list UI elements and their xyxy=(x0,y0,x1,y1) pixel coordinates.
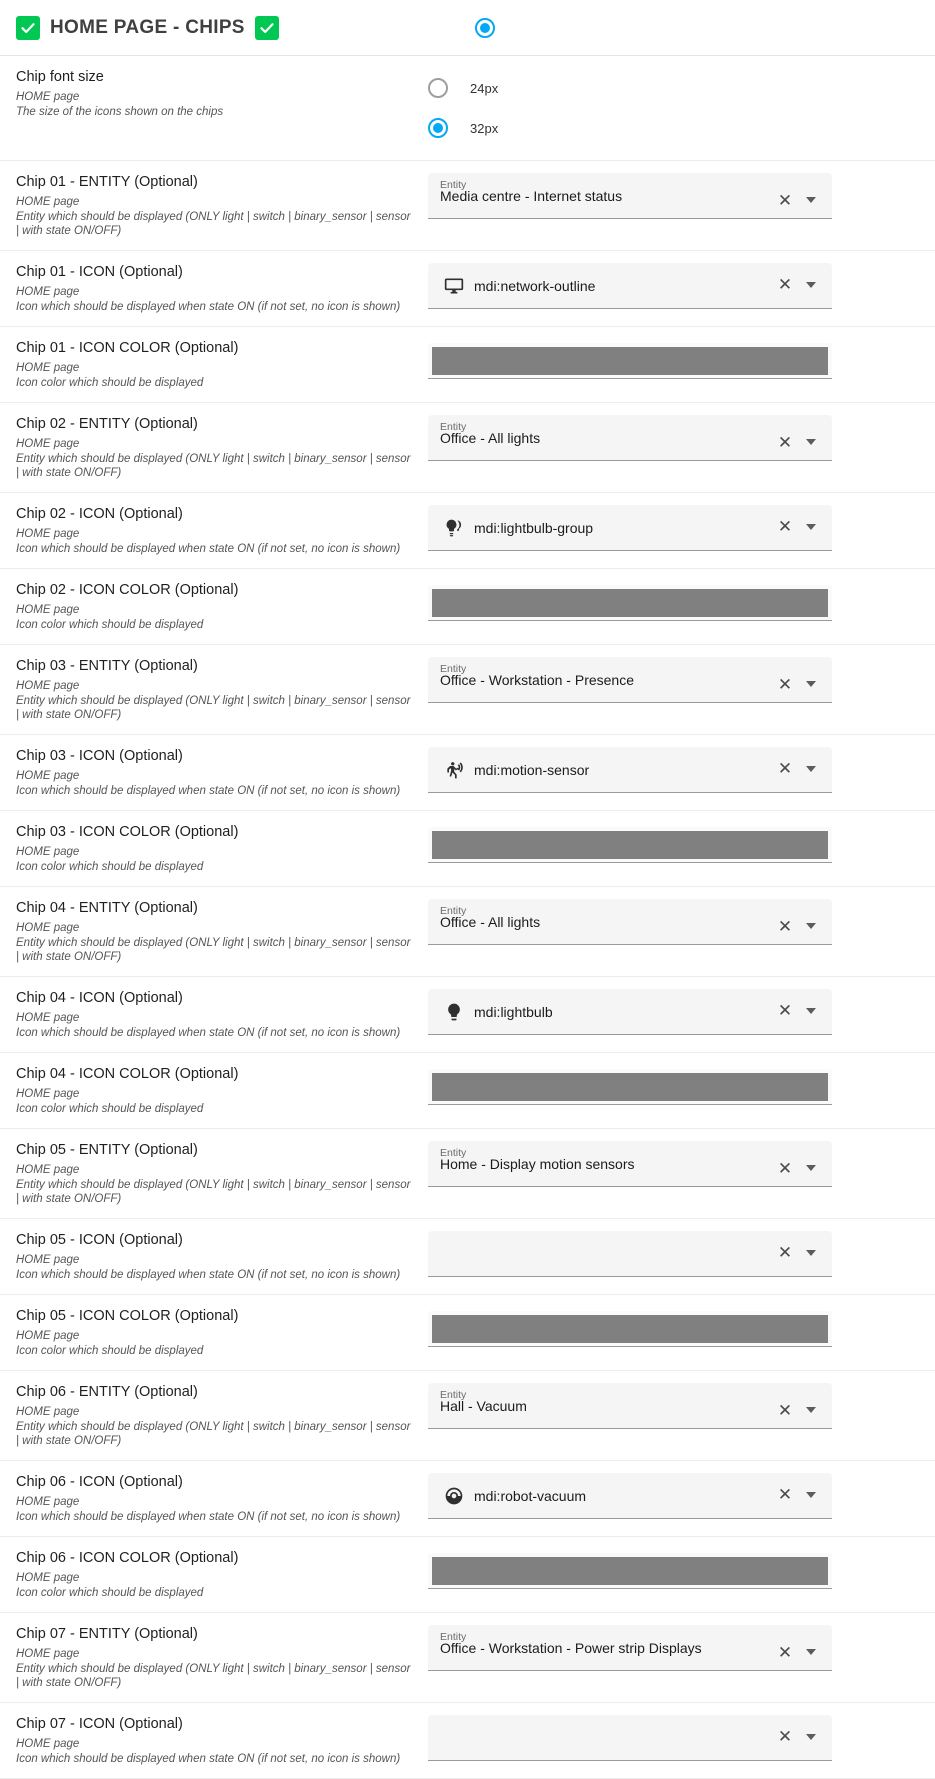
chevron-down-icon[interactable] xyxy=(798,1155,824,1181)
row-title: Chip 02 - ENTITY (Optional) xyxy=(16,416,198,432)
close-icon[interactable]: ✕ xyxy=(777,1727,793,1746)
row-page: HOME page xyxy=(16,603,935,617)
row-subtitle: Entity which should be displayed (ONLY light | switch | binary_sensor | sensor | with state ON/OFF) xyxy=(16,211,411,237)
row-subtitle: Icon color which should be displayed xyxy=(16,377,204,389)
row-chip-05-icon-optional xyxy=(0,1219,935,1295)
icon-picker-field[interactable] xyxy=(428,1231,832,1277)
close-icon[interactable]: ✕ xyxy=(777,759,793,778)
close-icon[interactable]: ✕ xyxy=(777,1485,793,1504)
row-description xyxy=(16,899,428,964)
entity-field-label: Entity xyxy=(440,421,467,433)
row-title: Chip 06 - ICON COLOR (Optional) xyxy=(16,1550,239,1566)
color-picker-field[interactable] xyxy=(428,1069,832,1105)
row-subtitle: Icon which should be displayed when state ON (if not set, no icon is shown) xyxy=(16,1027,401,1039)
chevron-down-icon[interactable] xyxy=(798,913,824,939)
chevron-down-icon[interactable] xyxy=(798,272,824,298)
motion-sensor-icon xyxy=(440,760,468,780)
field-actions xyxy=(772,272,824,300)
close-icon[interactable]: ✕ xyxy=(777,1400,793,1420)
field-actions xyxy=(772,1639,824,1667)
font-size-option-24px[interactable] xyxy=(428,68,919,108)
row-control xyxy=(428,1473,919,1519)
row-subtitle: Icon color which should be displayed xyxy=(16,861,204,873)
row-subtitle: Icon which should be displayed when state ON (if not set, no icon is shown) xyxy=(16,1511,401,1523)
row-subtitle: Icon which should be displayed when state ON (if not set, no icon is shown) xyxy=(16,301,401,313)
radio-32px[interactable] xyxy=(428,118,448,138)
page-title: HOME PAGE - CHIPS xyxy=(50,16,245,38)
row-page: HOME page xyxy=(16,769,935,783)
row-page: HOME page xyxy=(16,921,935,935)
caret-shape xyxy=(806,766,816,772)
row-subtitle: Entity which should be displayed (ONLY light | switch | binary_sensor | sensor | with state ON/OFF) xyxy=(16,1179,411,1205)
entity-picker-field[interactable] xyxy=(428,899,832,945)
row-control xyxy=(428,1715,919,1761)
close-icon[interactable]: ✕ xyxy=(777,1243,793,1262)
row-page: HOME page xyxy=(16,437,935,451)
close-icon[interactable]: ✕ xyxy=(777,275,793,294)
field-actions xyxy=(772,1155,824,1183)
row-title: Chip 05 - ICON COLOR (Optional) xyxy=(16,1308,239,1324)
caret-shape xyxy=(806,282,816,288)
radio-24px[interactable] xyxy=(428,78,448,98)
color-picker-field[interactable] xyxy=(428,1311,832,1347)
row-control xyxy=(428,505,919,551)
header-checkbox-right[interactable] xyxy=(255,16,279,40)
chevron-down-icon[interactable] xyxy=(798,1482,824,1508)
header-radio[interactable] xyxy=(475,18,495,38)
row-title: Chip 03 - ICON COLOR (Optional) xyxy=(16,824,239,840)
row-description xyxy=(16,1549,428,1600)
caret-shape xyxy=(806,1250,816,1256)
row-page: HOME page xyxy=(16,1737,935,1751)
icon-picker-field[interactable] xyxy=(428,989,832,1035)
row-title: Chip 01 - ICON (Optional) xyxy=(16,264,183,280)
row-description xyxy=(16,1383,428,1448)
color-swatch[interactable] xyxy=(432,831,828,859)
entity-field-value[interactable]: Home - Display motion sensors xyxy=(440,1156,635,1172)
color-swatch[interactable] xyxy=(432,589,828,617)
row-page: HOME page xyxy=(16,845,935,859)
chevron-down-icon[interactable] xyxy=(798,1397,824,1423)
row-description xyxy=(16,505,428,556)
row-title: Chip 06 - ICON (Optional) xyxy=(16,1474,183,1490)
caret-shape xyxy=(806,439,816,445)
row-subtitle: Entity which should be displayed (ONLY light | switch | binary_sensor | sensor | with state ON/OFF) xyxy=(16,937,411,963)
entity-field-label: Entity xyxy=(440,1389,467,1401)
field-actions xyxy=(772,1240,824,1268)
row-chip-01-icon-optional xyxy=(0,251,935,327)
row-subtitle: Entity which should be displayed (ONLY light | switch | binary_sensor | sensor | with state ON/OFF) xyxy=(16,1663,411,1689)
entity-picker-field[interactable] xyxy=(428,415,832,461)
row-subtitle: Entity which should be displayed (ONLY light | switch | binary_sensor | sensor | with state ON/OFF) xyxy=(16,1421,411,1447)
caret-shape xyxy=(806,1407,816,1413)
row-description xyxy=(16,1715,428,1766)
field-actions xyxy=(772,998,824,1026)
icon-picker-field[interactable] xyxy=(428,1715,832,1761)
entity-picker-field[interactable] xyxy=(428,1383,832,1429)
entity-picker-field[interactable] xyxy=(428,657,832,703)
icon-picker-field[interactable] xyxy=(428,1473,832,1519)
icon-field-value[interactable]: mdi:robot-vacuum xyxy=(474,1487,587,1504)
row-subtitle: Icon which should be displayed when state ON (if not set, no icon is shown) xyxy=(16,1753,401,1765)
row-subtitle: Icon which should be displayed when state ON (if not set, no icon is shown) xyxy=(16,785,401,797)
row-control xyxy=(428,1065,919,1109)
entity-field-value[interactable]: Office - Workstation - Power strip Displays xyxy=(440,1640,702,1656)
row-subtitle: Icon color which should be displayed xyxy=(16,1345,204,1357)
row-control xyxy=(428,823,919,867)
row-subtitle: Icon color which should be displayed xyxy=(16,619,204,631)
row-chip-05-entity-optional xyxy=(0,1129,935,1219)
color-swatch[interactable] xyxy=(432,1315,828,1343)
row-subtitle: Icon which should be displayed when state ON (if not set, no icon is shown) xyxy=(16,1269,401,1281)
field-actions xyxy=(772,756,824,784)
row-chip-04-entity-optional xyxy=(0,887,935,977)
row-title: Chip 05 - ICON (Optional) xyxy=(16,1232,183,1248)
row-chip-06-icon-optional xyxy=(0,1461,935,1537)
row-control xyxy=(428,899,919,945)
row-page: HOME page xyxy=(16,1571,935,1585)
row-description xyxy=(16,173,428,238)
row-chip-02-icon-color-optional xyxy=(0,569,935,645)
font-size-option-32px[interactable] xyxy=(428,108,919,148)
row-description xyxy=(16,1065,428,1116)
row-title: Chip font size xyxy=(16,69,104,85)
row-page: HOME page xyxy=(16,1163,935,1177)
row-description xyxy=(16,1307,428,1358)
caret-shape xyxy=(806,1492,816,1498)
row-page: HOME page xyxy=(16,195,935,209)
field-actions xyxy=(772,514,824,542)
row-description xyxy=(16,415,428,480)
chevron-down-icon[interactable] xyxy=(798,998,824,1024)
entity-picker-field[interactable] xyxy=(428,1625,832,1671)
caret-shape xyxy=(806,1734,816,1740)
entity-field-value[interactable]: Hall - Vacuum xyxy=(440,1398,527,1414)
header-radio-wrap xyxy=(475,18,495,38)
entity-picker-field[interactable] xyxy=(428,1141,832,1187)
entity-field-value[interactable]: Office - All lights xyxy=(440,430,541,446)
row-page: HOME page xyxy=(16,90,935,104)
row-title: Chip 04 - ICON (Optional) xyxy=(16,990,183,1006)
row-title: Chip 07 - ENTITY (Optional) xyxy=(16,1626,198,1642)
font-size-radio-group xyxy=(428,68,919,148)
row-page: HOME page xyxy=(16,1647,935,1661)
color-picker-field[interactable] xyxy=(428,827,832,863)
caret-shape xyxy=(806,681,816,687)
row-control xyxy=(428,1141,919,1187)
row-description xyxy=(16,747,428,798)
row-chip-01-entity-optional xyxy=(0,161,935,251)
icon-picker-field[interactable] xyxy=(428,747,832,793)
color-swatch[interactable] xyxy=(432,1557,828,1585)
entity-field-label: Entity xyxy=(440,663,467,675)
icon-field-value[interactable]: mdi:motion-sensor xyxy=(474,761,590,778)
row-control xyxy=(428,581,919,625)
field-actions xyxy=(772,187,824,215)
close-icon[interactable]: ✕ xyxy=(777,190,793,210)
entity-picker-field[interactable] xyxy=(428,173,832,219)
row-subtitle: Icon color which should be displayed xyxy=(16,1103,204,1115)
row-description xyxy=(16,581,428,632)
close-icon[interactable]: ✕ xyxy=(777,674,793,694)
entity-field-label: Entity xyxy=(440,179,467,191)
row-control xyxy=(428,415,919,461)
row-page: HOME page xyxy=(16,1011,935,1025)
icon-field-value[interactable]: mdi:lightbulb xyxy=(474,1003,553,1020)
row-title: Chip 02 - ICON (Optional) xyxy=(16,506,183,522)
icon-picker-field[interactable] xyxy=(428,505,832,551)
row-page: HOME page xyxy=(16,361,935,375)
row-subtitle: Icon color which should be displayed xyxy=(16,1587,204,1599)
row-title: Chip 05 - ENTITY (Optional) xyxy=(16,1142,198,1158)
close-icon[interactable]: ✕ xyxy=(777,432,793,452)
chevron-down-icon[interactable] xyxy=(798,187,824,213)
color-picker-field[interactable] xyxy=(428,1553,832,1589)
row-title: Chip 04 - ENTITY (Optional) xyxy=(16,900,198,916)
row-chip-06-entity-optional xyxy=(0,1371,935,1461)
row-title: Chip 06 - ENTITY (Optional) xyxy=(16,1384,198,1400)
row-chip-04-icon-color-optional xyxy=(0,1053,935,1129)
icon-field-value[interactable]: mdi:lightbulb-group xyxy=(474,519,594,536)
row-title: Chip 03 - ENTITY (Optional) xyxy=(16,658,198,674)
row-title: Chip 01 - ENTITY (Optional) xyxy=(16,174,198,190)
entity-field-label: Entity xyxy=(440,1631,467,1643)
caret-shape xyxy=(806,197,816,203)
row-title: Chip 03 - ICON (Optional) xyxy=(16,748,183,764)
row-title: Chip 01 - ICON COLOR (Optional) xyxy=(16,340,239,356)
close-icon[interactable]: ✕ xyxy=(777,517,793,536)
row-page: HOME page xyxy=(16,527,935,541)
entity-field-value[interactable]: Office - Workstation - Presence xyxy=(440,672,634,688)
color-picker-field[interactable] xyxy=(428,343,832,379)
icon-field-value[interactable]: mdi:network-outline xyxy=(474,277,596,294)
header-checkbox-left[interactable] xyxy=(16,16,40,40)
row-control xyxy=(428,657,919,703)
row-control xyxy=(428,173,919,219)
row-chip-05-icon-color-optional xyxy=(0,1295,935,1371)
icon-picker-field[interactable] xyxy=(428,263,832,309)
row-page: HOME page xyxy=(16,1405,935,1419)
close-icon[interactable]: ✕ xyxy=(777,916,793,936)
row-page: HOME page xyxy=(16,1329,935,1343)
row-chip-04-icon-optional xyxy=(0,977,935,1053)
close-icon[interactable]: ✕ xyxy=(777,1158,793,1178)
caret-shape xyxy=(806,923,816,929)
row-chip-03-icon-color-optional xyxy=(0,811,935,887)
row-control xyxy=(428,1625,919,1671)
row-description xyxy=(16,68,428,119)
chevron-down-icon[interactable] xyxy=(798,756,824,782)
row-description xyxy=(16,657,428,722)
row-title: Chip 04 - ICON COLOR (Optional) xyxy=(16,1066,239,1082)
row-chip-06-icon-color-optional xyxy=(0,1537,935,1613)
settings-rows xyxy=(0,161,935,1779)
chevron-down-icon[interactable] xyxy=(798,1240,824,1266)
field-actions xyxy=(772,429,824,457)
color-swatch[interactable] xyxy=(432,347,828,375)
row-description xyxy=(16,339,428,390)
caret-shape xyxy=(806,1649,816,1655)
row-description xyxy=(16,263,428,314)
color-swatch[interactable] xyxy=(432,1073,828,1101)
color-picker-field[interactable] xyxy=(428,585,832,621)
row-control xyxy=(428,1307,919,1351)
row-control xyxy=(428,1231,919,1277)
section-header xyxy=(0,0,935,56)
robot-vacuum-icon xyxy=(440,1486,468,1506)
field-actions xyxy=(772,1397,824,1425)
field-actions xyxy=(772,1482,824,1510)
row-chip-07-icon-optional xyxy=(0,1703,935,1779)
row-chip-font-size xyxy=(0,56,935,161)
radio-32px-label: 32px xyxy=(470,120,499,136)
chevron-down-icon[interactable] xyxy=(798,429,824,455)
row-page: HOME page xyxy=(16,1253,935,1267)
close-icon[interactable]: ✕ xyxy=(777,1642,793,1662)
field-actions xyxy=(772,913,824,941)
row-chip-02-icon-optional xyxy=(0,493,935,569)
close-icon[interactable]: ✕ xyxy=(777,1001,793,1020)
entity-field-value[interactable]: Office - All lights xyxy=(440,914,541,930)
row-control xyxy=(428,747,919,793)
row-description xyxy=(16,1231,428,1282)
row-page: HOME page xyxy=(16,1087,935,1101)
row-chip-01-icon-color-optional xyxy=(0,327,935,403)
row-description xyxy=(16,1473,428,1524)
row-control xyxy=(428,989,919,1035)
row-page: HOME page xyxy=(16,285,935,299)
row-chip-03-icon-optional xyxy=(0,735,935,811)
field-actions xyxy=(772,671,824,699)
entity-field-value[interactable]: Media centre - Internet status xyxy=(440,188,623,204)
row-title: Chip 02 - ICON COLOR (Optional) xyxy=(16,582,239,598)
row-subtitle: Entity which should be displayed (ONLY light | switch | binary_sensor | sensor | with state ON/OFF) xyxy=(16,695,411,721)
row-description xyxy=(16,823,428,874)
caret-shape xyxy=(806,1165,816,1171)
row-chip-07-entity-optional xyxy=(0,1613,935,1703)
caret-shape xyxy=(806,524,816,530)
row-control xyxy=(428,68,919,148)
row-description xyxy=(16,1625,428,1690)
row-page: HOME page xyxy=(16,1495,935,1509)
lightbulb-icon xyxy=(440,1002,468,1022)
row-control xyxy=(428,1549,919,1593)
row-description xyxy=(16,1141,428,1206)
monitor-icon xyxy=(440,276,468,296)
chevron-down-icon[interactable] xyxy=(798,671,824,697)
chevron-down-icon[interactable] xyxy=(798,1724,824,1750)
caret-shape xyxy=(806,1008,816,1014)
radio-24px-label: 24px xyxy=(470,80,499,96)
row-control xyxy=(428,1383,919,1429)
row-subtitle: Entity which should be displayed (ONLY light | switch | binary_sensor | sensor | with state ON/OFF) xyxy=(16,453,411,479)
row-control xyxy=(428,263,919,309)
lightbulb-group-icon xyxy=(440,518,468,538)
row-chip-03-entity-optional xyxy=(0,645,935,735)
row-subtitle: The size of the icons shown on the chips xyxy=(16,106,224,118)
entity-field-label: Entity xyxy=(440,1147,467,1159)
row-title: Chip 07 - ICON (Optional) xyxy=(16,1716,183,1732)
row-page: HOME page xyxy=(16,679,935,693)
row-control xyxy=(428,339,919,383)
row-subtitle: Icon which should be displayed when state ON (if not set, no icon is shown) xyxy=(16,543,401,555)
row-chip-02-entity-optional xyxy=(0,403,935,493)
row-description xyxy=(16,989,428,1040)
entity-field-label: Entity xyxy=(440,905,467,917)
chevron-down-icon[interactable] xyxy=(798,514,824,540)
chevron-down-icon[interactable] xyxy=(798,1639,824,1665)
